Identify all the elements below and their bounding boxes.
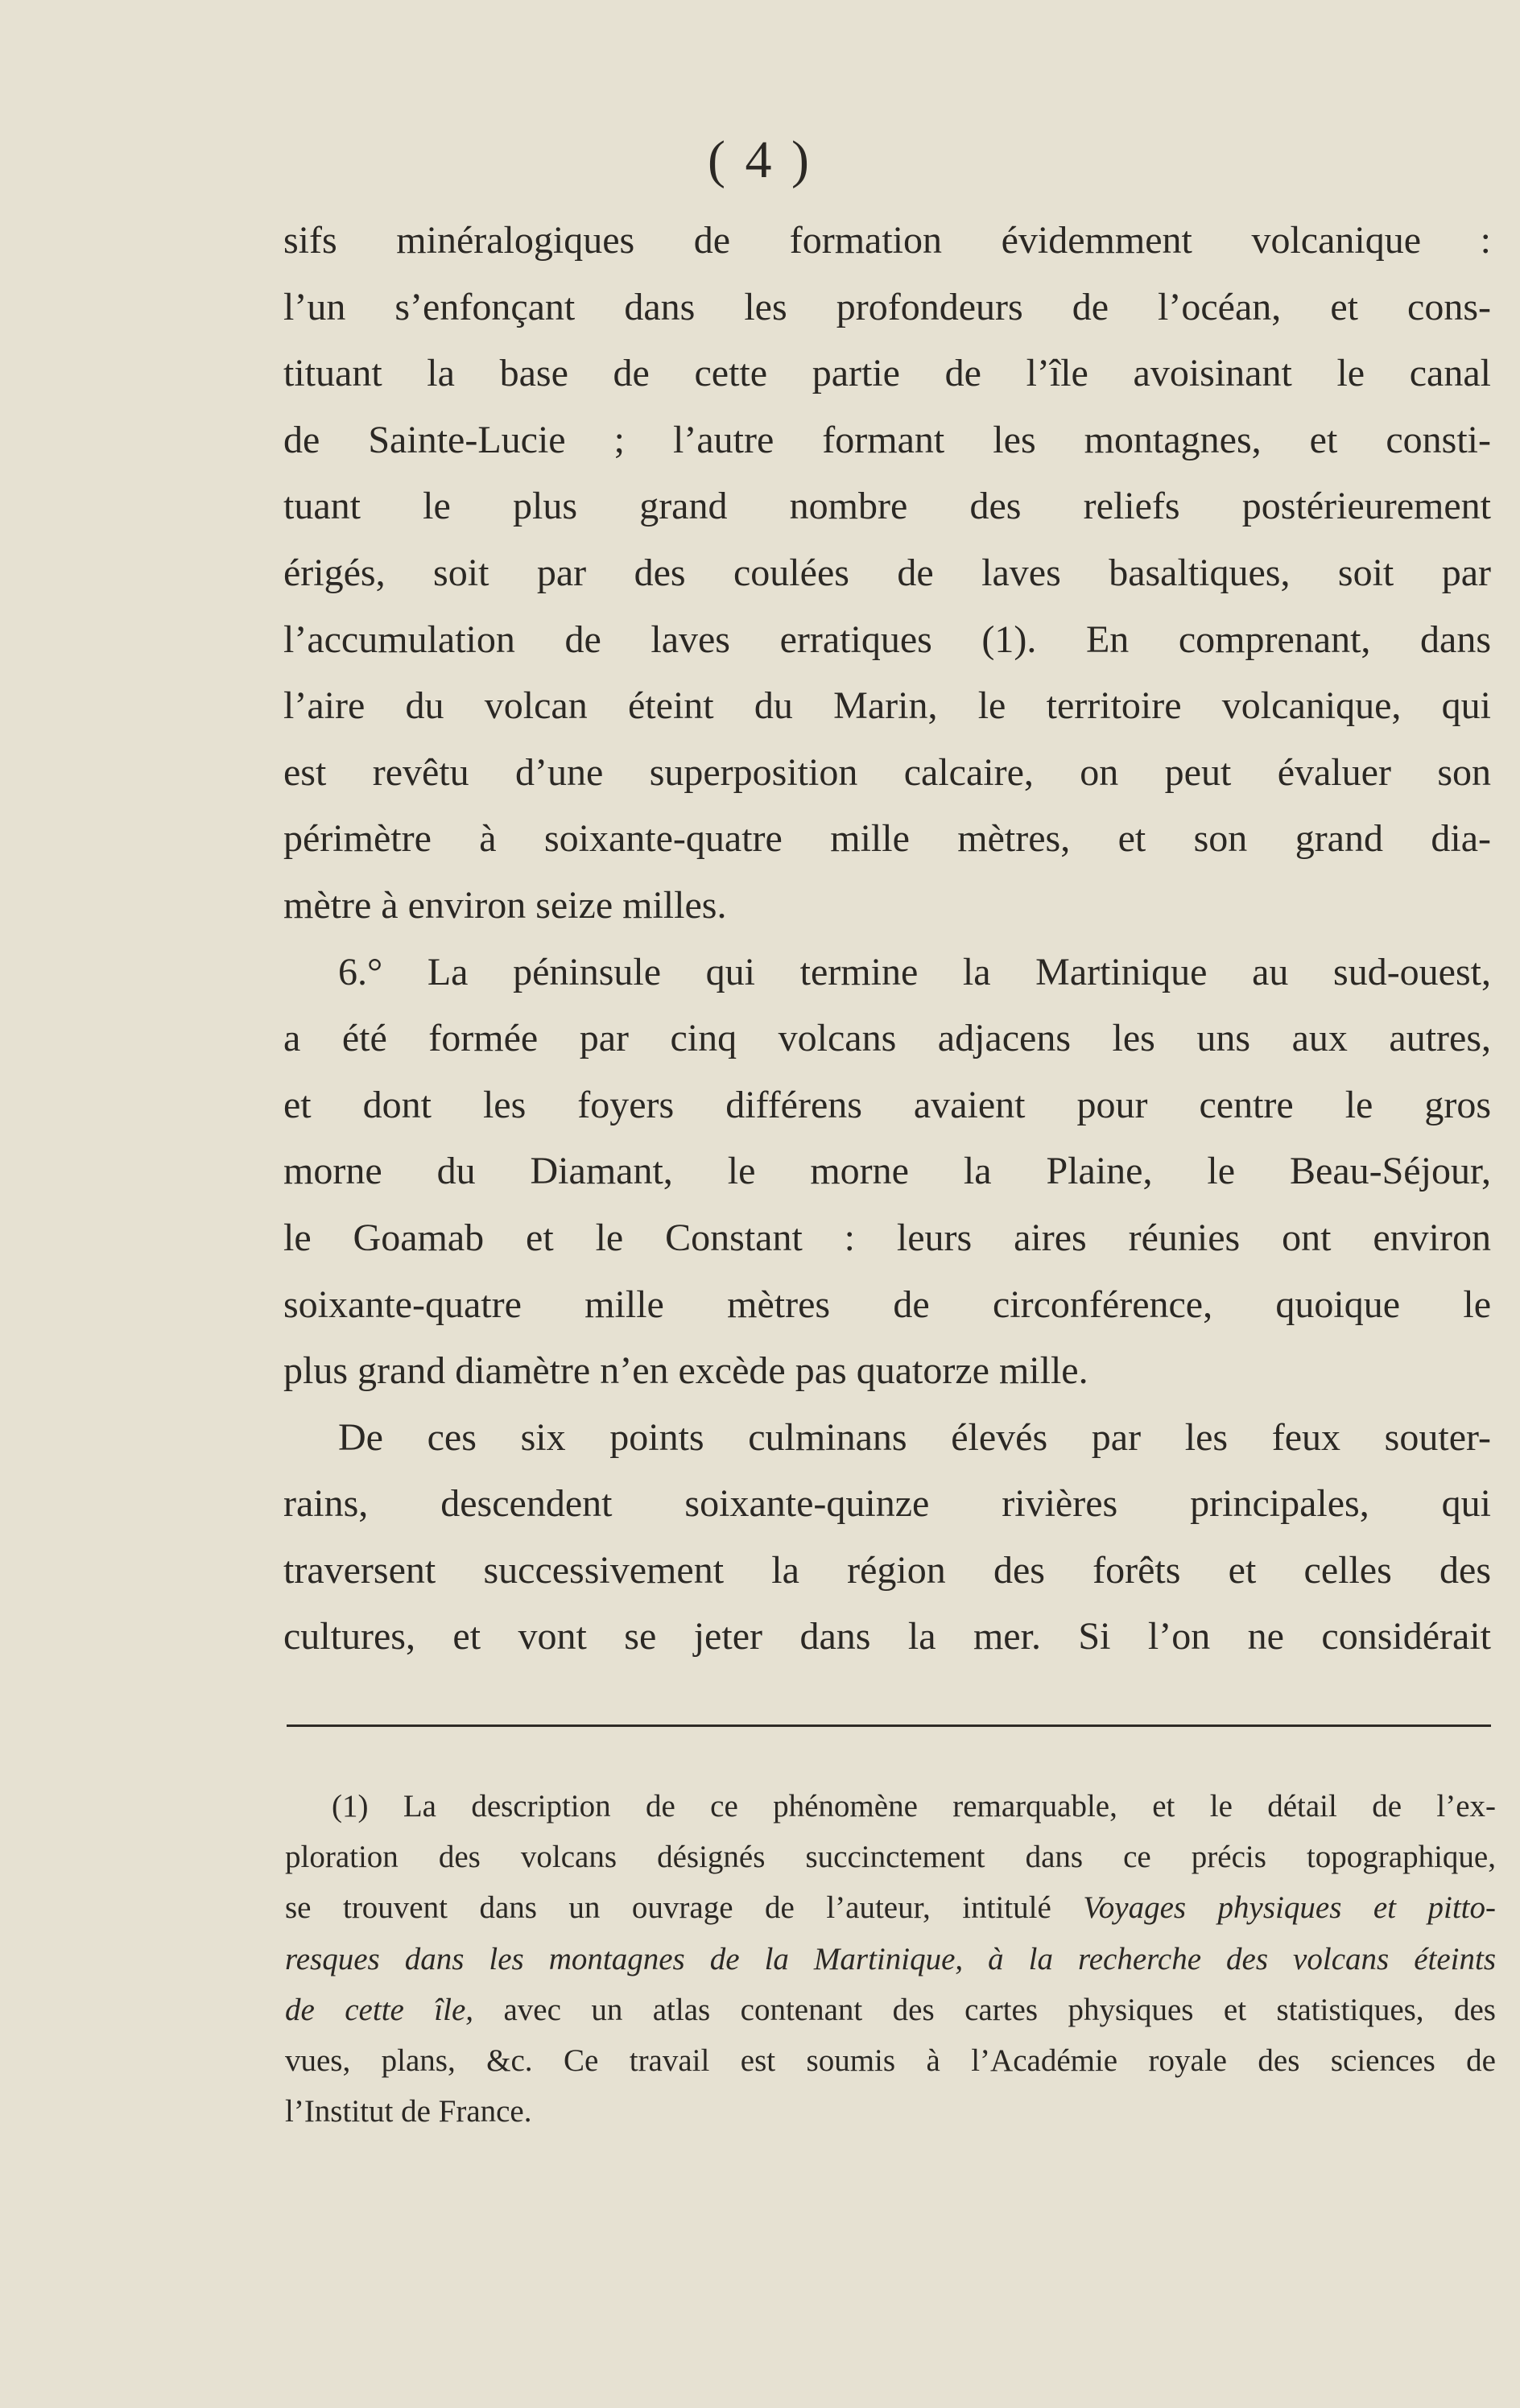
book-title: resques dans les montagnes de la Martinique, à la recherche des volcans éteints — [285, 1941, 1496, 1976]
paragraph-start-line: 6.° La péninsule qui termine la Martinique au sud-ouest, — [338, 950, 1491, 993]
text-line: traversent successivement la région des forêts et celles des — [283, 1548, 1491, 1592]
text-line: a été formée par cinq volcans adjacens les uns aux autres, — [283, 1017, 1491, 1060]
text-line: l’un s’enfonçant dans les profondeurs de l’océan, et cons- — [283, 285, 1491, 328]
footnote-text: avec un atlas contenant des cartes physiques et statistiques, des — [473, 1992, 1496, 2027]
paragraph-start-line: De ces six points culminans élevés par les feux souter- — [338, 1415, 1491, 1459]
footnote-line: ploration des volcans désignés succinctement dans ce précis topographique, — [285, 1840, 1496, 1875]
footnote-line: vues, plans, &c. Ce travail est soumis à l’Académie royale des sciences de — [285, 2042, 1496, 2078]
text-line: et dont les foyers différens avaient pour centre le gros — [283, 1083, 1491, 1126]
text-line: tituant la base de cette partie de l’île avoisinant le canal — [283, 352, 1491, 395]
text-line: morne du Diamant, le morne la Plaine, le Beau-Séjour, — [283, 1150, 1491, 1193]
text-line: plus grand diamètre n’en excède pas quatorze mille. — [283, 1349, 1088, 1393]
footnote-line — [285, 1985, 1496, 2035]
book-title: Voyages physiques et pitto- — [1083, 1890, 1496, 1926]
footnote-line — [285, 1934, 1496, 1985]
text-line: mètre à environ seize milles. — [283, 883, 727, 927]
text-line: l’aire du volcan éteint du Marin, le territoire volcanique, qui — [283, 684, 1491, 728]
text-line: érigés, soit par des coulées de laves basaltiques, soit par — [283, 551, 1491, 594]
footnote-separator-rule — [287, 1724, 1491, 1727]
footnote — [285, 1781, 1496, 2137]
text-line: tuant le plus grand nombre des reliefs postérieurement — [283, 485, 1491, 528]
text-line: rains, descendent soixante-quinze rivières principales, qui — [283, 1482, 1491, 1526]
text-line: le Goamab et le Constant : leurs aires réunies ont environ — [283, 1216, 1491, 1259]
page-number: ( 4 ) — [708, 130, 812, 189]
book-title: de cette île, — [285, 1992, 474, 2027]
body-text — [283, 208, 1491, 1671]
text-line: est revêtu d’une superposition calcaire, on peut évaluer son — [283, 750, 1491, 794]
footnote-line — [285, 1882, 1496, 1933]
text-line: périmètre à soixante-quatre mille mètres, et son grand dia- — [283, 817, 1491, 861]
text-line: sifs minéralogiques de formation évidemment volcanique : — [283, 219, 1491, 262]
text-line: soixante-quatre mille mètres de circonférence, quoique le — [283, 1282, 1491, 1326]
text-line: l’accumulation de laves erratiques (1). En comprenant, dans — [283, 617, 1491, 661]
footnote-line: l’Institut de France. — [285, 2094, 532, 2129]
footnote-text: se trouvent dans un ouvrage de l’auteur, intitulé — [285, 1890, 1084, 1926]
footnote-line: (1) La description de ce phénomène remarquable, et le détail de l’ex- — [332, 1789, 1496, 1824]
text-line: cultures, et vont se jeter dans la mer. Si l’on ne considérait — [283, 1615, 1491, 1658]
text-line: de Sainte-Lucie ; l’autre formant les montagnes, et consti- — [283, 418, 1491, 461]
